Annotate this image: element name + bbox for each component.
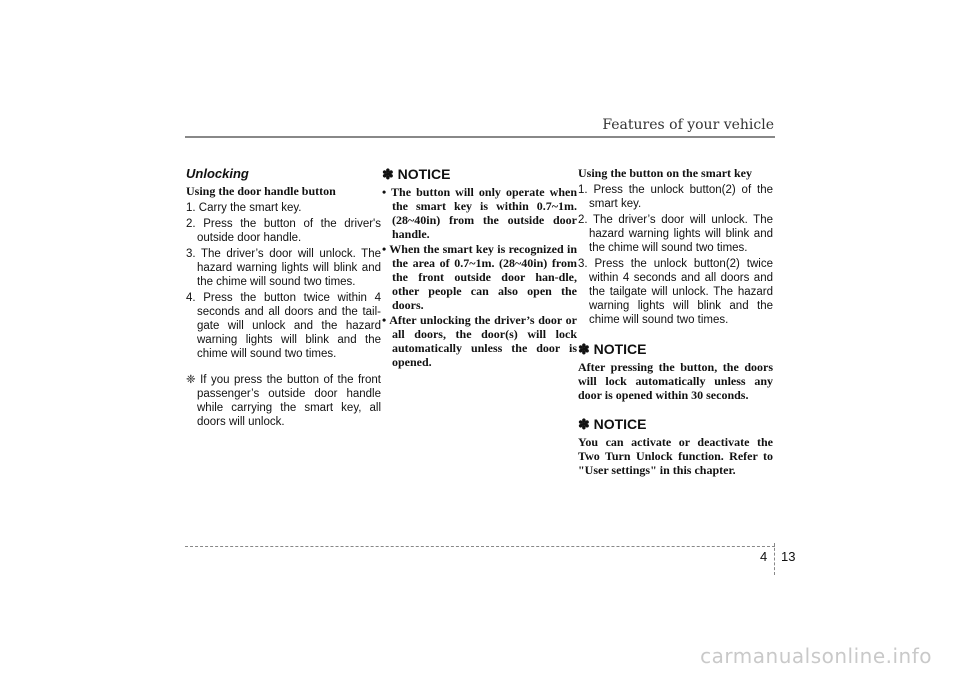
header-title: Features of your vehicle: [602, 117, 774, 133]
step-item: 3. Press the unlock button(2) twice within 4 seconds and all doors and the tailgate will unlock. The hazard warning lights will blink and the chime will sound two times.: [578, 258, 773, 326]
column-unlocking: [186, 166, 381, 429]
page-number: 13: [781, 549, 796, 564]
column-smart-key: [578, 166, 773, 477]
footer-divider: [185, 546, 775, 547]
section-heading: Unlocking: [186, 166, 249, 181]
header-divider: [185, 136, 775, 138]
notice-bullet: • When the smart key is recognized in the area of 0.7~1m. (28~40in) from the front outside door han-dle, other people can also open the doors.: [382, 242, 577, 312]
chapter-number: 4: [760, 549, 768, 564]
step-item: 1. Press the unlock button(2) of the smart key.: [578, 184, 773, 210]
watermark: carmanualsonline.info: [700, 644, 932, 668]
notice-heading: ✽ NOTICE: [578, 416, 647, 432]
step-item: 2. Press the button of the driver's outside door handle.: [186, 218, 381, 244]
footer-separator: [774, 543, 775, 575]
column-notice: [382, 166, 577, 370]
step-item: 1. Carry the smart key.: [186, 202, 302, 214]
step-item: 3. The driver’s door will unlock. The hazard warning lights will blink and the chime will sound two times.: [186, 248, 381, 288]
step-item: 4. Press the button twice within 4 seconds and all doors and the tail-gate will unlock and the hazard warning lights will blink and the chime will sound two times.: [186, 292, 381, 360]
notice-text: After pressing the button, the doors will lock automatically unless any door is opened within 30 seconds.: [578, 360, 773, 402]
steps-list: [186, 201, 381, 361]
notice-bullet: • The button will only operate when the smart key is within 0.7~1m. (28~40in) from the outside door handle.: [382, 185, 577, 241]
front-passenger-note: ❈ If you press the button of the front passenger’s outside door handle while carrying the smart key, all doors will unlock.: [186, 374, 381, 428]
notice-text: You can activate or deactivate the Two Turn Unlock function. Refer to "User settings" in this chapter.: [578, 435, 773, 477]
notice-bullets: [382, 185, 577, 369]
subheading-smart-key: Using the button on the smart key: [578, 166, 753, 180]
subheading-door-handle: Using the door handle button: [186, 184, 336, 198]
notice-heading: ✽ NOTICE: [578, 341, 647, 357]
step-item: 2. The driver’s door will unlock. The hazard warning lights will blink and the chime will sound two times.: [578, 214, 773, 254]
notice-heading: ✽ NOTICE: [382, 166, 451, 182]
notice-bullet: • After unlocking the driver’s door or all doors, the door(s) will lock automatically unless the door is opened.: [382, 313, 577, 369]
steps-list: [578, 183, 773, 327]
